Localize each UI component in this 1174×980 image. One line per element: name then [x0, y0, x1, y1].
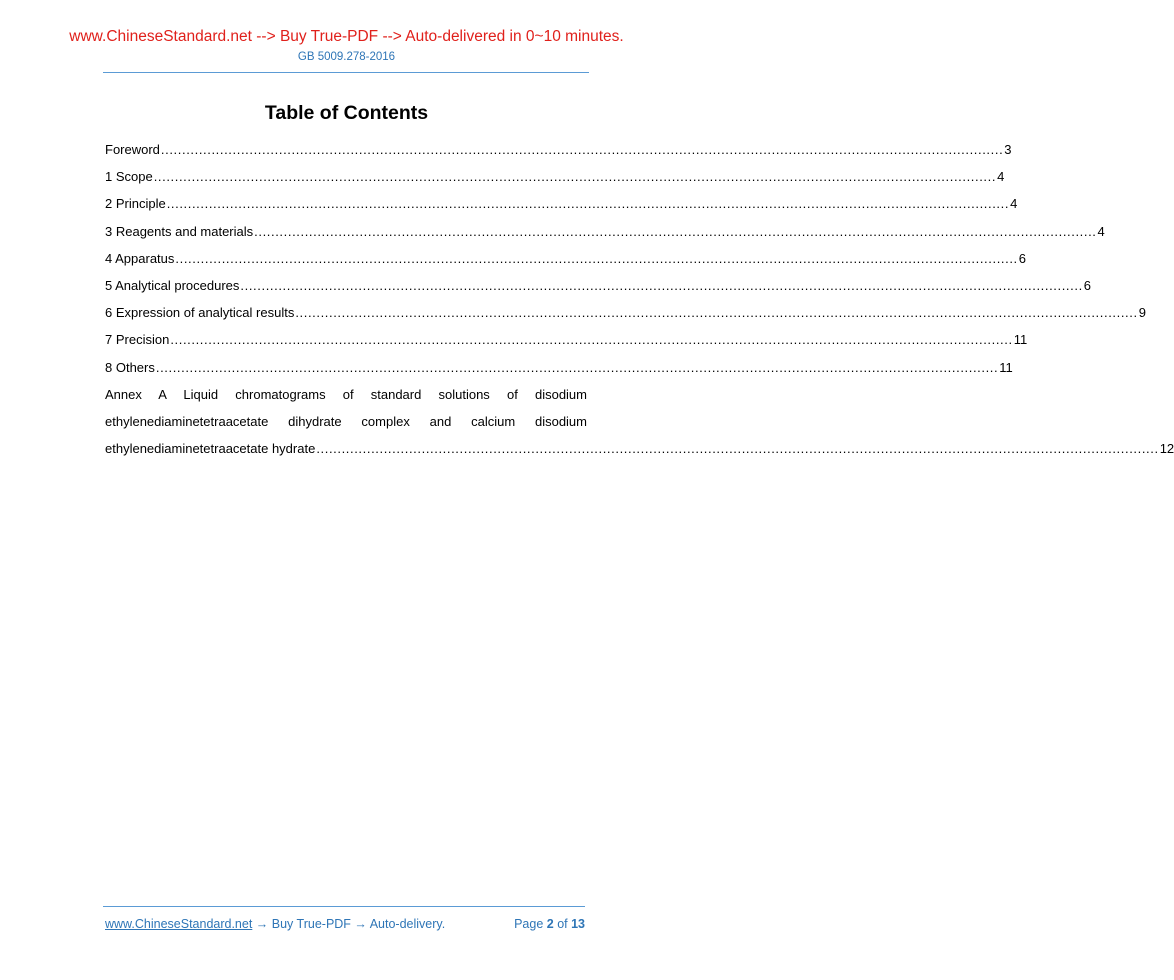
toc-entry-expression[interactable]	[105, 299, 1146, 326]
toc-entry-others[interactable]	[105, 354, 1013, 381]
toc-leader-dots: ........................................................................................................................................................................................................	[316, 441, 1159, 457]
page-total: 13	[571, 917, 585, 931]
toc-entry-reagents[interactable]	[105, 218, 1105, 245]
toc-entry-page: 6	[1018, 250, 1026, 266]
footer-website-link[interactable]: www.ChineseStandard.net	[105, 917, 253, 931]
toc-leader-dots: ........................................................................................................................................................................................................	[153, 169, 997, 185]
page-of: of	[553, 917, 572, 931]
toc-entry-apparatus[interactable]	[105, 245, 1026, 272]
toc-entry-page: 4	[1010, 196, 1018, 212]
toc-entry-page: 12	[1159, 441, 1174, 457]
toc-leader-dots: ........................................................................................................................................................................................................	[166, 196, 1010, 212]
toc-entry-page: 3	[1004, 142, 1012, 157]
toc-entry-precision[interactable]	[105, 326, 1028, 353]
toc-entry-page: 11	[999, 359, 1013, 375]
toc-leader-dots: ........................................................................................................................................................................................................	[155, 359, 999, 375]
toc-entry-page: 11	[1013, 332, 1028, 348]
header-divider	[103, 72, 589, 73]
document-number: GB 5009.278-2016	[297, 51, 396, 63]
page-footer	[105, 916, 585, 932]
toc-entry-page: 4	[1097, 223, 1105, 239]
toc-leader-dots: ........................................................................................................................................................................................................	[254, 223, 1097, 239]
page-number	[514, 916, 585, 932]
toc-entry-label: ethylenediaminetetraacetate hydrate	[105, 441, 316, 457]
toc-entry-label: 8 Others	[105, 359, 155, 375]
page-prefix: Page	[514, 917, 547, 931]
toc-entry-annex-a[interactable]	[105, 381, 1174, 463]
toc-leader-dots: ........................................................................................................................................................................................................	[175, 250, 1018, 266]
page-current: 2	[546, 917, 554, 931]
page-title: Table of Contents	[264, 102, 429, 124]
toc-leader-dots: ........................................................................................................................................................................................................	[170, 332, 1013, 348]
toc-entry-scope[interactable]	[105, 163, 1005, 190]
header-banner: www.ChineseStandard.net --> Buy True-PDF --> Auto-delivered in 0~10 minutes.	[69, 28, 624, 45]
toc-entry-page: 6	[1083, 277, 1092, 293]
toc-entry-page: 4	[997, 169, 1005, 185]
table-of-contents	[105, 136, 1174, 462]
toc-entry-principle[interactable]	[105, 190, 1018, 217]
annex-line-2	[105, 408, 587, 435]
footer-divider	[103, 906, 585, 907]
toc-entry-label: 1 Scope	[105, 169, 153, 185]
toc-entry-label: Foreword	[105, 142, 160, 157]
toc-leader-dots: ........................................................................................................................................................................................................	[160, 142, 1004, 157]
toc-leader-dots: ........................................................................................................................................................................................................	[240, 277, 1083, 293]
toc-entry-label: 4 Apparatus	[105, 250, 175, 266]
footer-tagline: → Buy True-PDF → Auto-delivery.	[252, 917, 446, 931]
toc-entry-label: 5 Analytical procedures	[105, 277, 240, 293]
toc-entry-page: 9	[1138, 305, 1146, 321]
toc-entry-foreword[interactable]	[105, 136, 1012, 163]
toc-entry-label: 6 Expression of analytical results	[105, 305, 295, 321]
annex-line-1	[105, 381, 587, 408]
toc-leader-dots: ........................................................................................................................................................................................................	[295, 305, 1138, 321]
annex-line-3	[105, 435, 1174, 462]
annex-line-2-text: ethylenediaminetetraacetate dihydrate complex and calcium disodium	[105, 413, 587, 429]
toc-entry-label: 3 Reagents and materials	[105, 223, 254, 239]
annex-line-1-text: Annex A Liquid chromatograms of standard solutions of disodium	[105, 386, 587, 402]
toc-entry-procedures[interactable]	[105, 272, 1092, 299]
toc-entry-label: 7 Precision	[105, 332, 170, 348]
toc-entry-label: 2 Principle	[105, 196, 166, 212]
